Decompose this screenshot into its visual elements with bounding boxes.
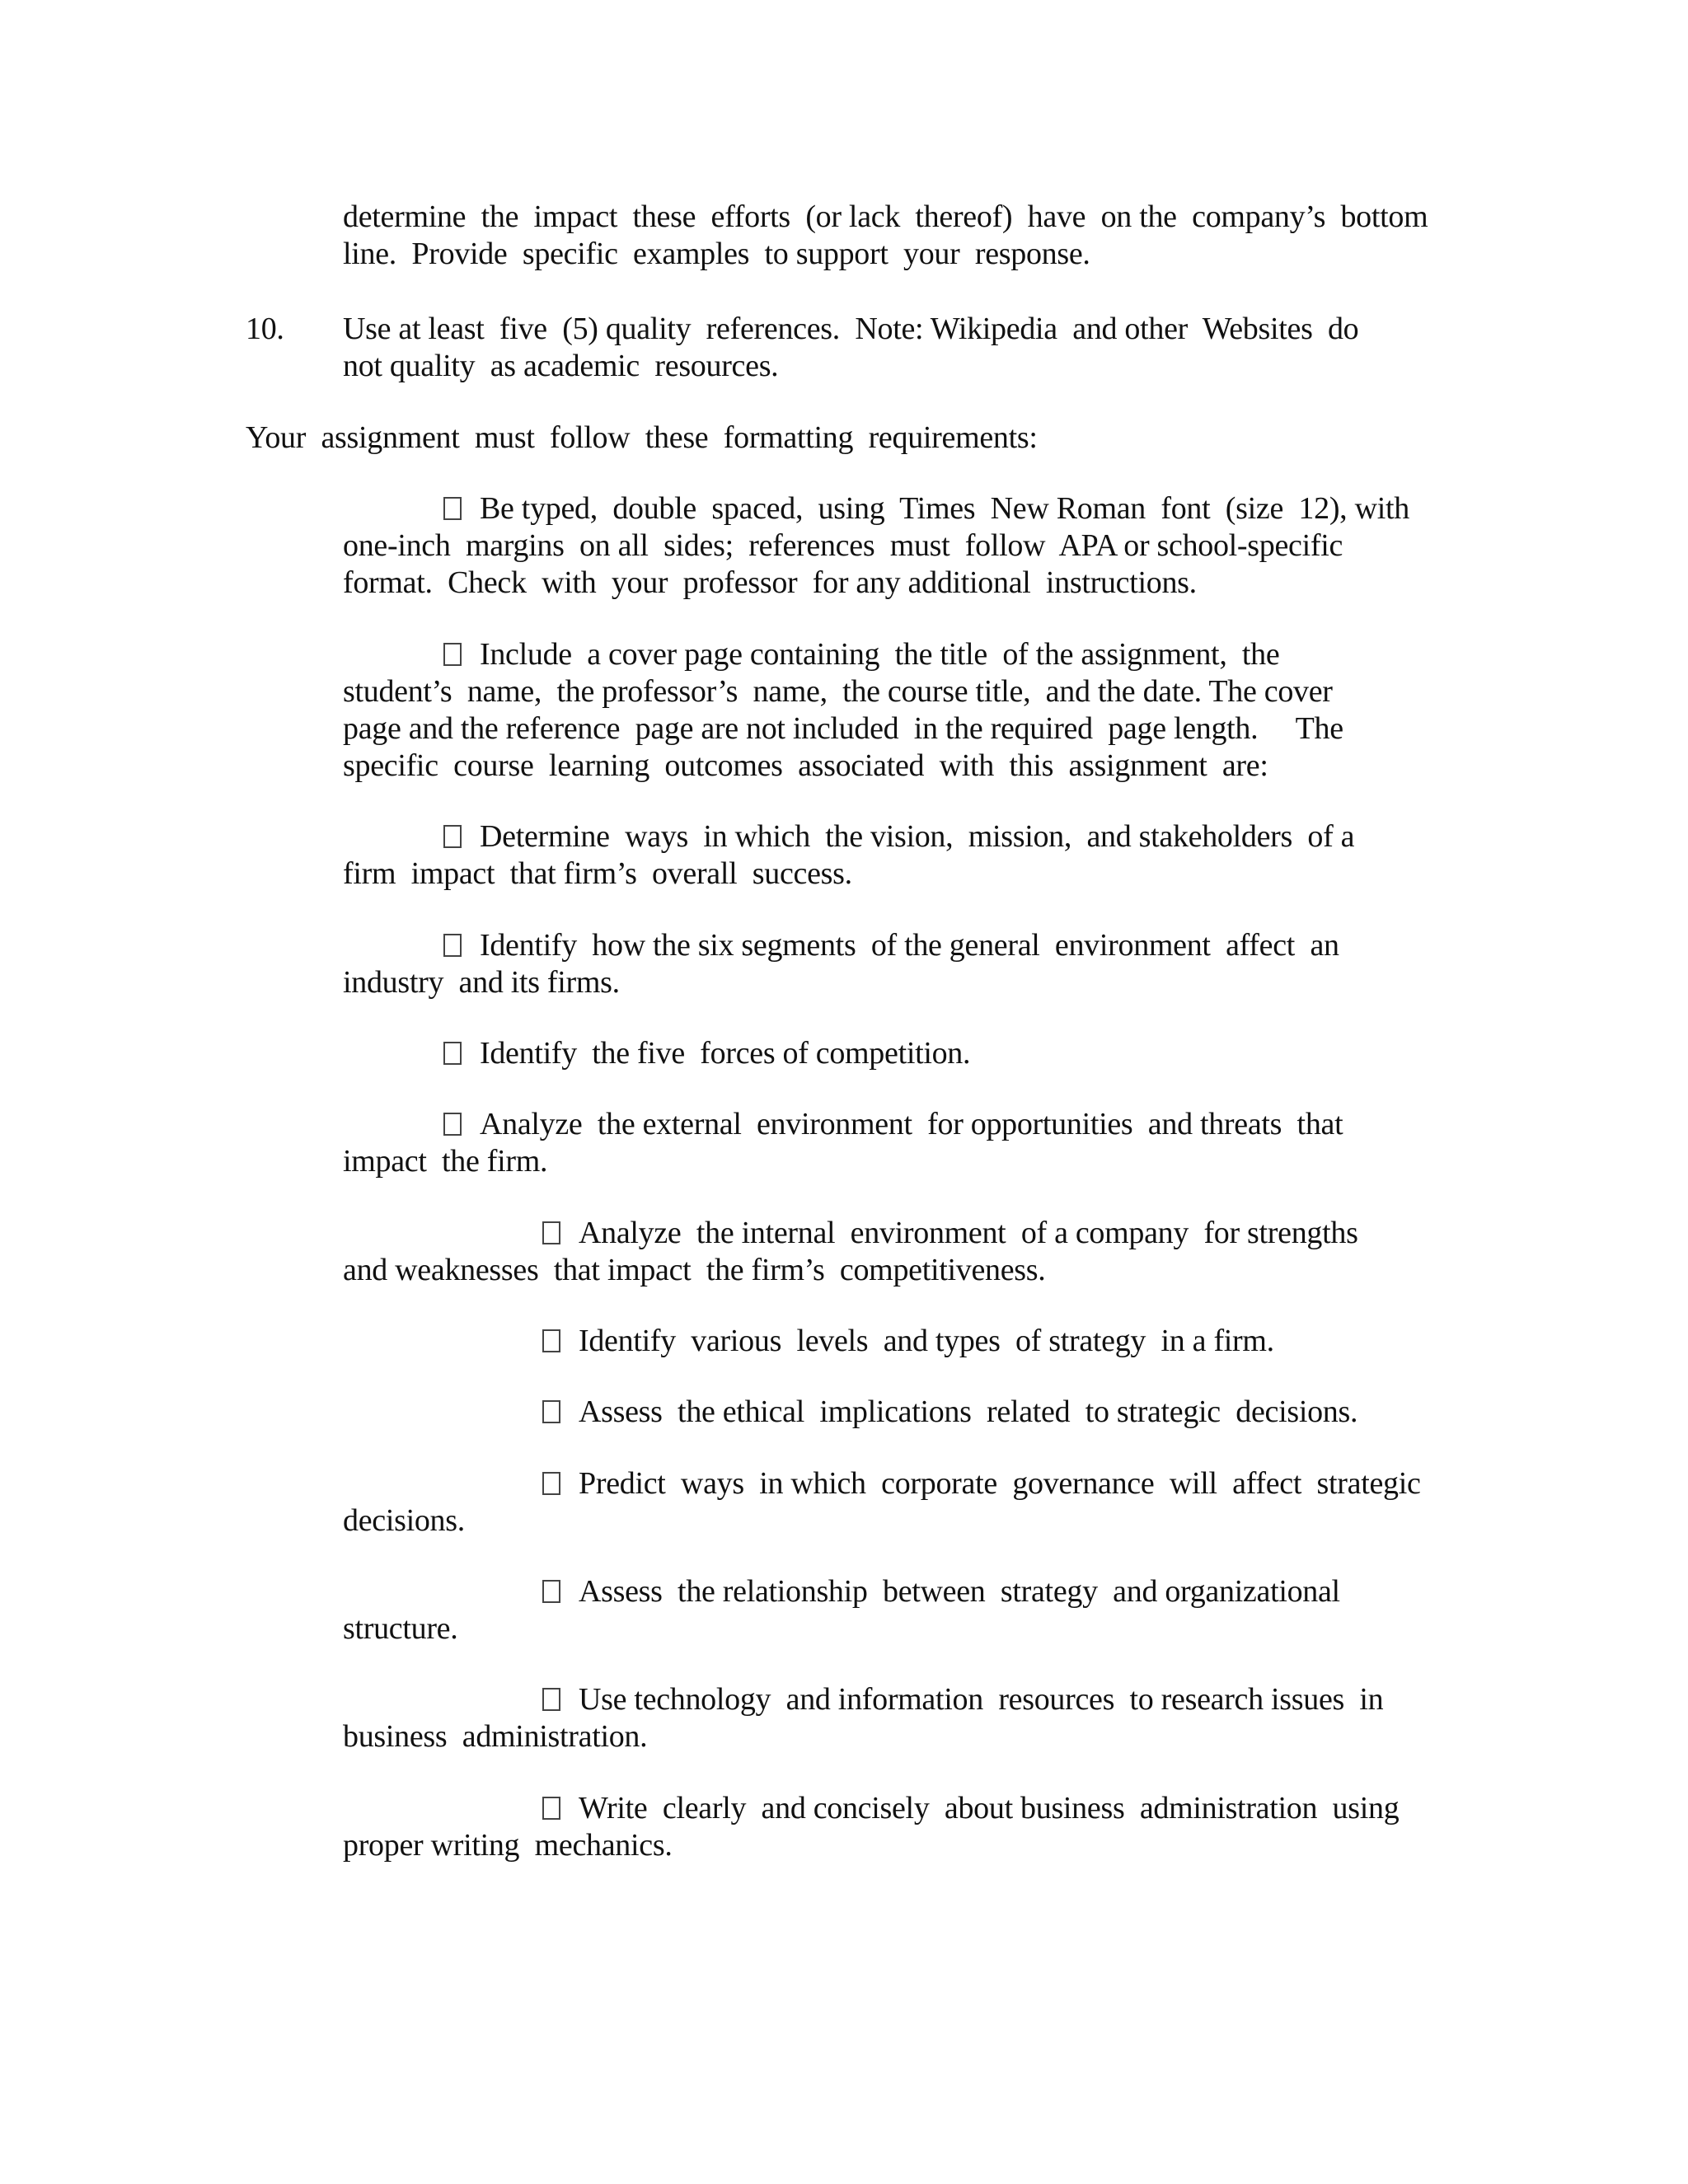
outcome-10-line-2: business administration. <box>343 1719 648 1754</box>
outcome-text: Predict ways in which corporate governance will affect strategic <box>579 1466 1421 1501</box>
checkbox-bullet-icon <box>443 934 462 957</box>
checkbox-bullet-icon <box>542 1472 560 1495</box>
outcome-text: Use technology and information resources to research issues in <box>579 1682 1384 1717</box>
formatting-intro: Your assignment must follow these formatting requirements: <box>246 420 1038 455</box>
formatting-bullet-1-line-3: format. Check with your professor for any additional instructions. <box>343 565 1197 600</box>
checkbox-bullet-icon <box>542 1329 560 1352</box>
outcome-text: Identify various levels and types of strategy in a firm. <box>579 1324 1274 1358</box>
outcome-1-line-2: firm impact that firm’s overall success. <box>343 856 852 891</box>
outcome-text: Assess the ethical implications related to strategic decisions. <box>579 1394 1358 1429</box>
bullet-text: Include a cover page containing the title of the assignment, the <box>480 637 1280 672</box>
checkbox-bullet-icon <box>542 1400 560 1423</box>
formatting-bullet-2-line-1 <box>443 639 1279 670</box>
outcome-2-line-1 <box>443 930 1339 961</box>
checkbox-bullet-icon <box>542 1797 560 1820</box>
outcome-2-line-2: industry and its firms. <box>343 965 620 1000</box>
formatting-bullet-1-line-2: one-inch margins on all sides; references must follow APA or school-specific <box>343 528 1343 563</box>
checkbox-bullet-icon <box>443 497 462 520</box>
outcome-5-line-1 <box>542 1217 1358 1249</box>
outcome-text: Analyze the internal environment of a company for strengths <box>579 1216 1358 1250</box>
outcome-8-line-1 <box>542 1468 1421 1499</box>
outcome-11-line-1 <box>542 1793 1399 1824</box>
outcome-text: Analyze the external environment for opportunities and threats that <box>480 1107 1343 1141</box>
outcome-5-line-2: and weaknesses that impact the firm’s competitiveness. <box>343 1253 1046 1287</box>
outcome-1-line-1 <box>443 821 1354 852</box>
outcome-4-line-2: impact the firm. <box>343 1144 548 1179</box>
checkbox-bullet-icon <box>443 1042 462 1065</box>
outcome-3-line-1 <box>443 1038 970 1069</box>
checkbox-bullet-icon <box>443 825 462 848</box>
item10-number: 10. <box>246 312 284 346</box>
checkbox-bullet-icon <box>542 1580 560 1603</box>
formatting-bullet-1-line-1 <box>443 493 1409 524</box>
outcome-text: Assess the relationship between strategy and organizational <box>579 1574 1340 1609</box>
outcome-text: Identify the five forces of competition. <box>480 1036 971 1071</box>
outcome-4-line-1 <box>443 1108 1343 1140</box>
outcome-10-line-1 <box>542 1684 1383 1715</box>
item9-line-2: line. Provide specific examples to support your response. <box>343 237 1090 271</box>
checkbox-bullet-icon <box>542 1688 560 1711</box>
outcome-11-line-2: proper writing mechanics. <box>343 1828 673 1863</box>
outcome-9-line-1 <box>542 1576 1340 1607</box>
outcome-6-line-1 <box>542 1325 1274 1357</box>
checkbox-bullet-icon <box>542 1221 560 1244</box>
item10-line-1: Use at least five (5) quality references. Note: Wikipedia and other Websites do <box>343 312 1359 346</box>
formatting-bullet-2-line-3: page and the reference page are not included in the required page length. The <box>343 711 1343 746</box>
outcome-7-line-1 <box>542 1396 1357 1427</box>
outcome-text: Identify how the six segments of the general environment affect an <box>480 928 1339 963</box>
outcome-text: Write clearly and concisely about business administration using <box>579 1791 1400 1825</box>
outcome-9-line-2: structure. <box>343 1611 458 1646</box>
formatting-bullet-2-line-4: specific course learning outcomes associated with this assignment are: <box>343 748 1268 783</box>
outcome-text: Determine ways in which the vision, mission, and stakeholders of a <box>480 819 1355 854</box>
checkbox-bullet-icon <box>443 643 462 666</box>
checkbox-bullet-icon <box>443 1113 462 1136</box>
bullet-text: Be typed, double spaced, using Times New Roman font (size 12), with <box>480 491 1409 526</box>
formatting-bullet-2-line-2: student’s name, the professor’s name, the course title, and the date. The cover <box>343 674 1333 709</box>
item10-line-2: not quality as academic resources. <box>343 349 779 383</box>
outcome-8-line-2: decisions. <box>343 1503 465 1538</box>
item9-line-1: determine the impact these efforts (or lack thereof) have on the company’s bottom <box>343 199 1428 234</box>
